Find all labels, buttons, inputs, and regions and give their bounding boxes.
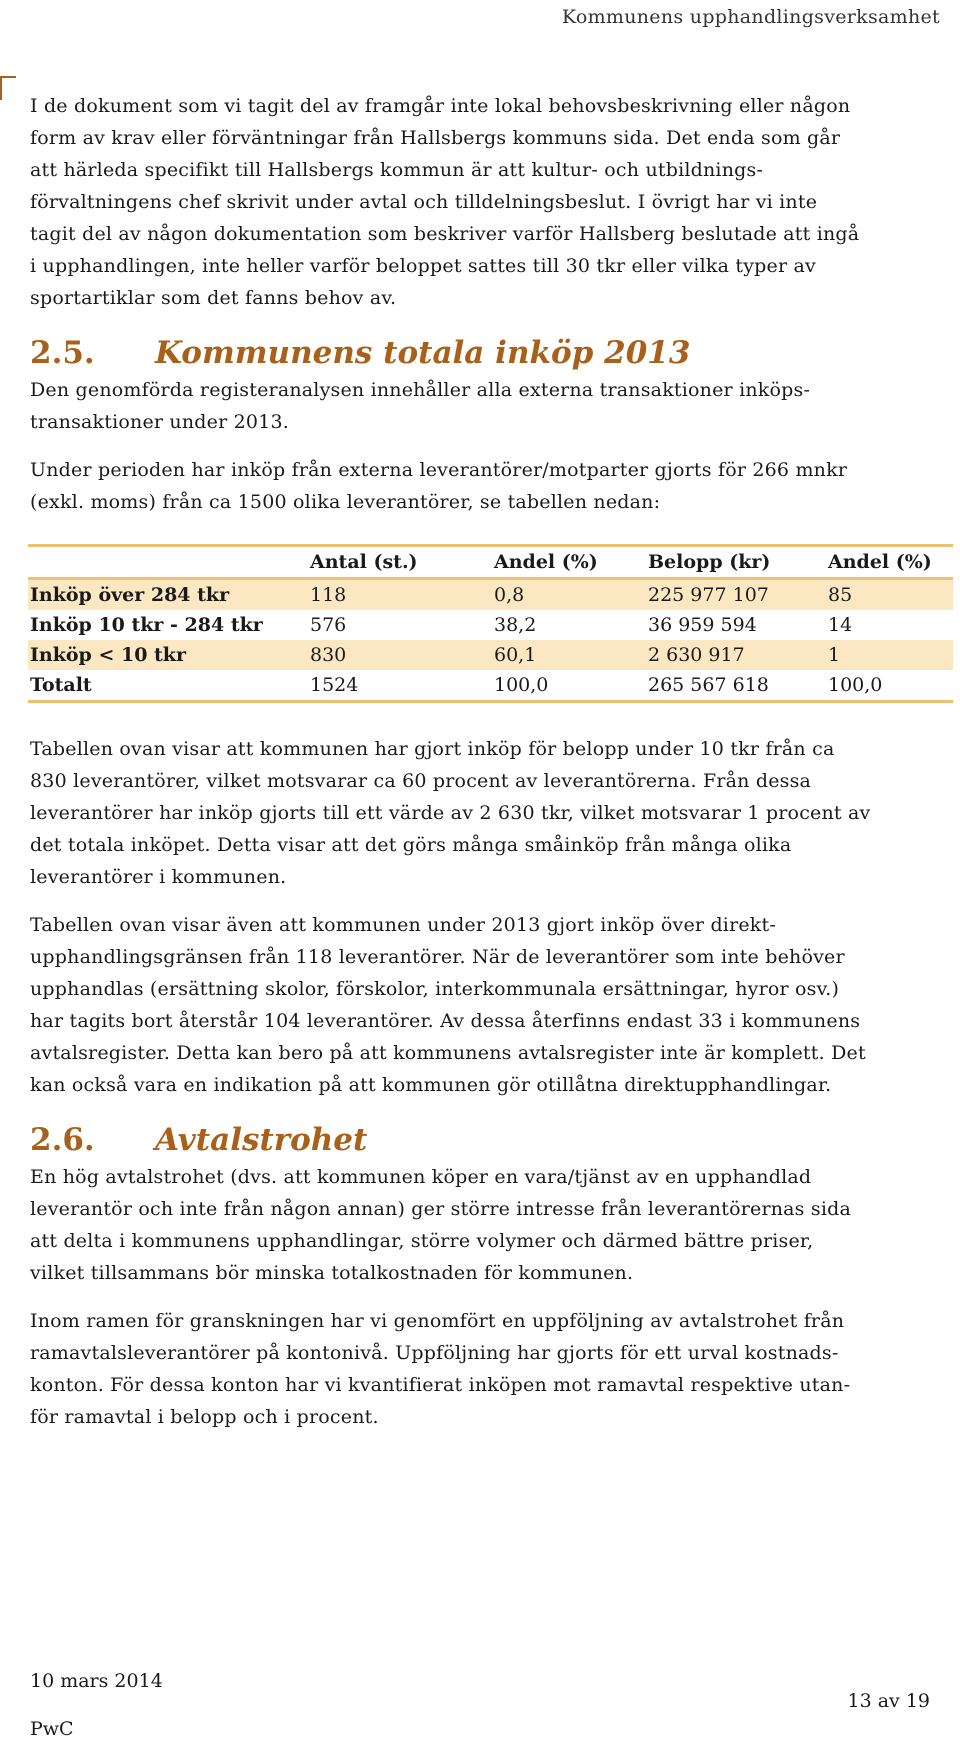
table-cell: 118 bbox=[308, 579, 492, 611]
table-cell: 265 567 618 bbox=[646, 670, 826, 702]
table-cell: 36 959 594 bbox=[648, 614, 757, 636]
table-header-cell: Antal (st.) bbox=[308, 546, 492, 579]
table-cell: Inköp 10 tkr - 284 tkr bbox=[30, 614, 263, 636]
table-cell: 1 bbox=[826, 640, 953, 670]
table-cell: 100,0 bbox=[826, 670, 953, 702]
page-corner-mark bbox=[0, 76, 16, 100]
table-cell: 14 bbox=[828, 614, 853, 636]
footer-page-number: 13 av 19 bbox=[847, 1690, 930, 1712]
table-cell: 2 630 917 bbox=[646, 640, 826, 670]
table-row bbox=[28, 610, 953, 640]
table-header-cell: Andel (%) bbox=[826, 546, 953, 579]
table-cell: 60,1 bbox=[492, 640, 646, 670]
purchase-table bbox=[28, 544, 953, 703]
table-cell: 0,8 bbox=[492, 579, 646, 611]
table-cell: 830 bbox=[308, 640, 492, 670]
table-cell: 38,2 bbox=[494, 614, 537, 636]
table-header-cell bbox=[28, 546, 308, 579]
section-title: Avtalstrohet bbox=[155, 1122, 368, 1158]
table-cell: 100,0 bbox=[492, 670, 646, 702]
table-cell: 225 977 107 bbox=[646, 579, 826, 611]
section-2-5-paragraph-1: Den genomförda registeranalysen innehåller alla externa transaktioner inköps- transaktioner under 2013. bbox=[30, 379, 811, 433]
section-heading-2-6 bbox=[30, 1119, 950, 1161]
table-cell: Inköp över 284 tkr bbox=[28, 579, 308, 611]
section-title: Kommunens totala inköp 2013 bbox=[155, 335, 691, 371]
footer-date: 10 mars 2014 bbox=[30, 1670, 163, 1692]
table-cell: 576 bbox=[310, 614, 347, 636]
intro-paragraph: I de dokument som vi tagit del av framgår inte lokal behovsbeskrivning eller någon form av krav eller förväntningar från Hallsbergs kommuns sida. Det enda som går att härleda specifikt till Hallsbergs kommun är att kultur- och utbildnings- förvaltningens chef skrivit under avtal och tilldelningsbeslut. I övrigt har vi inte tagit del av någon dokumentation som beskriver varför Hallsberg beslutade att ingå i upphandlingen, inte heller varför beloppet sattes till 30 tkr eller vilka typer av sportartiklar som det fanns behov av. bbox=[30, 95, 860, 309]
table-header-cell: Andel (%) bbox=[492, 546, 646, 579]
section-heading-2-5 bbox=[30, 332, 950, 374]
footer-company: PwC bbox=[30, 1718, 74, 1740]
table-cell: Inköp < 10 tkr bbox=[28, 640, 308, 670]
table-cell: 85 bbox=[826, 579, 953, 611]
page-content bbox=[30, 90, 950, 1433]
table-cell: 1524 bbox=[308, 670, 492, 702]
section-number: 2.6. bbox=[30, 1122, 95, 1158]
table-row bbox=[28, 640, 953, 670]
after-table-paragraph-2: Tabellen ovan visar även att kommunen under 2013 gjort inköp över direkt- upphandlingsgränsen från 118 leverantörer. När de leverantörer som inte behöver upphandlas (ersättning skolor, förskolor, interkommunala ersättningar, hyror osv.) har tagits bort återstår 104 leverantörer. Av dessa återfinns endast 33 i kommunens avtalsregister. Detta kan bero på att kommunens avtalsregister inte är komplett. Det kan också vara en indikation på att kommunen gör otillåtna direktupphandlingar. bbox=[30, 914, 866, 1096]
section-2-5-paragraph-2: Under perioden har inköp från externa leverantörer/motparter gjorts för 266 mnkr (exkl. moms) från ca 1500 olika leverantörer, se tabellen nedan: bbox=[30, 459, 848, 513]
section-2-6-paragraph-2: Inom ramen för granskningen har vi genomfört en uppföljning av avtalstrohet från ramavtalsleverantörer på kontonivå. Uppföljning har gjorts för ett urval kostnads- konton. För dessa konton har vi kvantifierat inköpen mot ramavtal respektive utan- för ramavtal i belopp och i procent. bbox=[30, 1310, 851, 1428]
section-2-6-paragraph-1: En hög avtalstrohet (dvs. att kommunen köper en vara/tjänst av en upphandlad leverantör och inte från någon annan) ger större intresse från leverantörernas sida att delta i kommunens upphandlingar, större volymer och därmed bättre priser, vilket tillsammans bör minska totalkostnaden för kommunen. bbox=[30, 1166, 851, 1284]
running-header: Kommunens upphandlingsverksamhet bbox=[561, 6, 940, 28]
after-table-paragraph-1: Tabellen ovan visar att kommunen har gjort inköp för belopp under 10 tkr från ca 830 leverantörer, vilket motsvarar ca 60 procent av leverantörerna. Från dessa leverantörer har inköp gjorts till ett värde av 2 630 tkr, vilket motsvarar 1 procent av det totala inköpet. Detta visar att det görs många småinköp från många olika leverantörer i kommunen. bbox=[30, 738, 871, 888]
table-cell: Totalt bbox=[28, 670, 308, 702]
section-number: 2.5. bbox=[30, 335, 95, 371]
table-header-cell: Belopp (kr) bbox=[646, 546, 826, 579]
table-row bbox=[28, 579, 953, 611]
table-row-total bbox=[28, 670, 953, 702]
table-header-row bbox=[28, 546, 953, 579]
